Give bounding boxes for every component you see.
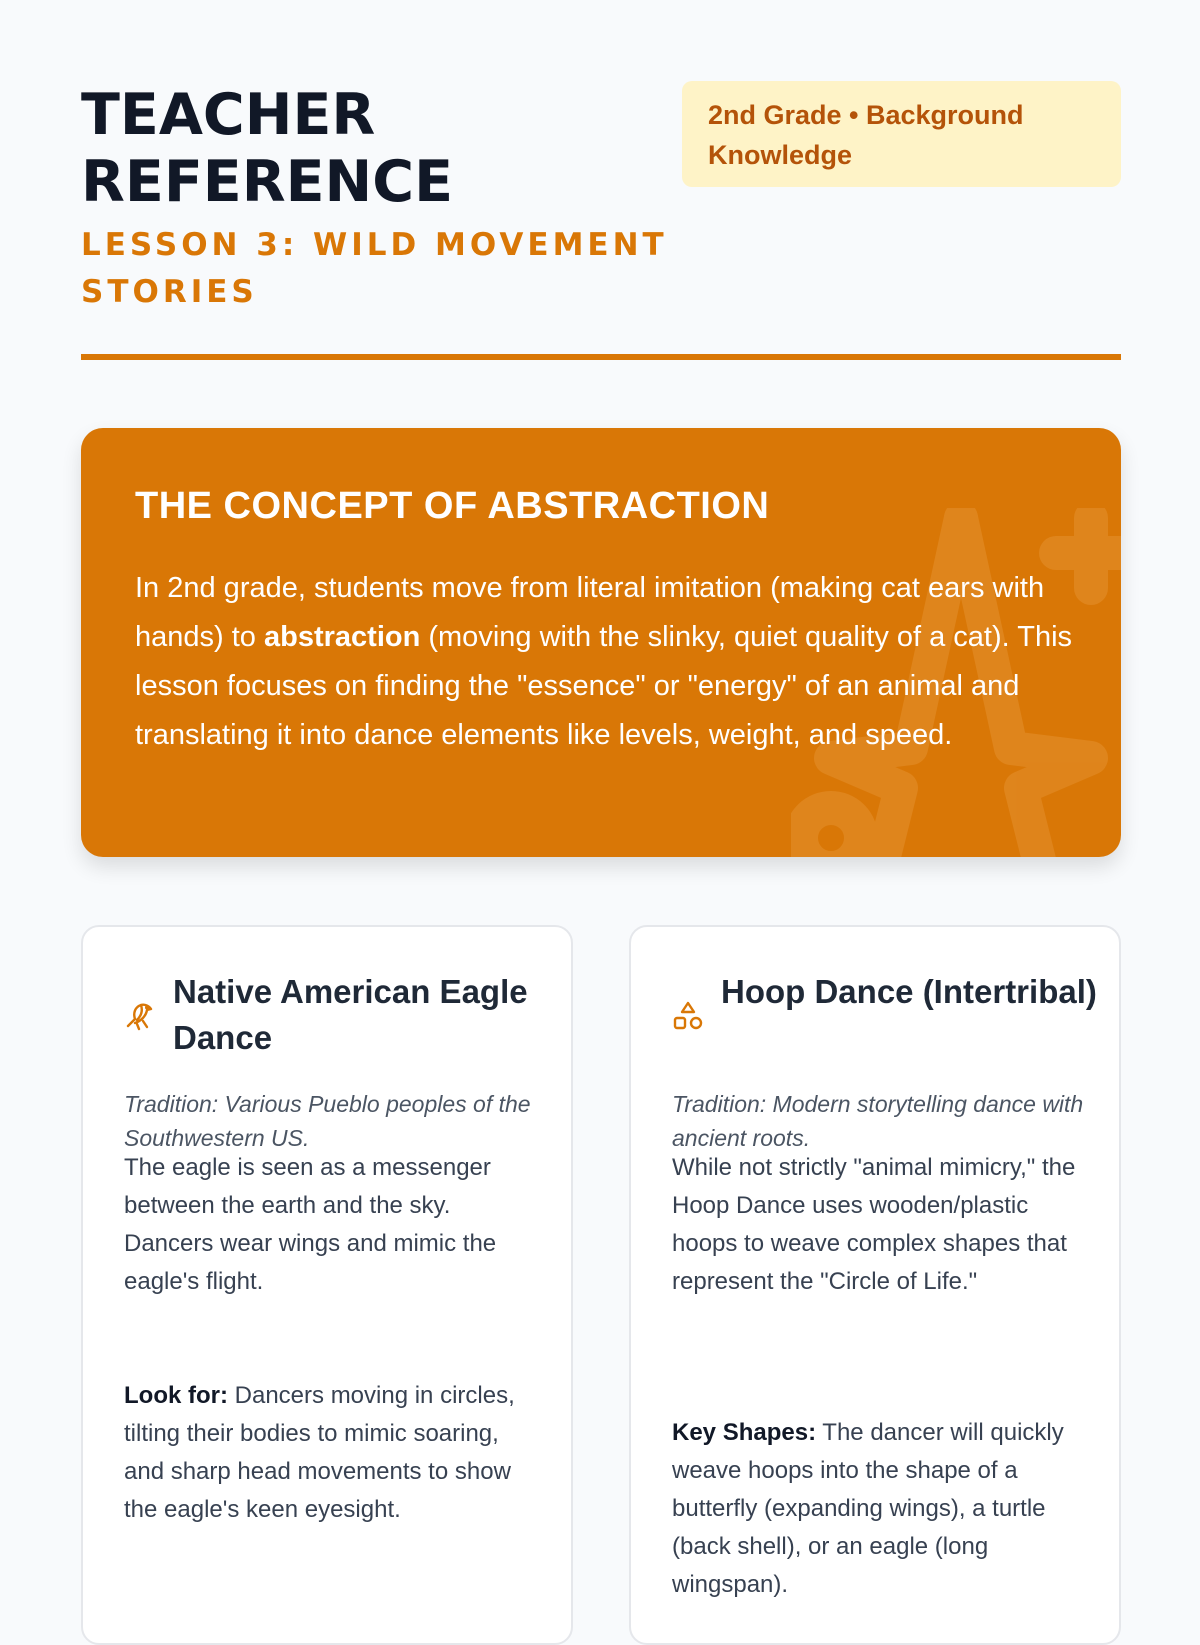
note-label: Key Shapes: [672, 1419, 817, 1446]
concept-text-start: In 2nd grade, students move from literal imitation (making cat ears with hands) to [135, 572, 1045, 653]
note-label: Look for: [124, 1382, 228, 1409]
note-text: The dancer will quickly weave hoops into the shape of a butterfly (expanding wings), a turtle (back shell), or an eagle (long wingspan). [672, 1419, 1064, 1598]
card-note [672, 1414, 1082, 1604]
hoop-dance-card [629, 925, 1121, 1645]
card-title: Hoop Dance (Intertribal) [721, 973, 1097, 1010]
page [81, 0, 1121, 1598]
note-text: Dancers moving in circles, tilting their bodies to mimic soaring, and sharp head movements to show the eagle's keen eyesight. [124, 1382, 515, 1523]
shapes-icon [671, 999, 705, 1033]
card-body: While not strictly "animal mimicry," the Hoop Dance uses wooden/plastic hoops to weave complex shapes that represent the "Circle of Life." [672, 1154, 1076, 1295]
bird-icon [123, 999, 157, 1033]
concept-text [135, 564, 1075, 760]
lesson-subtitle: LESSON 3: WILD MOVEMENT STORIES [81, 227, 668, 310]
page-title: TEACHER REFERENCE [81, 82, 454, 215]
concept-keyword: abstraction [263, 621, 421, 653]
grade-badge: 2nd Grade • Background Knowledge [682, 81, 1121, 187]
header-divider [81, 354, 1121, 360]
eagle-dance-card [81, 925, 573, 1645]
concept-text-end: (moving with the slinky, quiet quality of a cat). This lesson focuses on finding the "essence" or "energy" of an animal and translating it into dance elements like levels, weight, and speed. [135, 621, 1073, 751]
card-note [124, 1377, 534, 1529]
header [81, 0, 1121, 360]
concept-title: THE CONCEPT OF ABSTRACTION [135, 485, 770, 527]
card-body: The eagle is seen as a messenger between the earth and the sky. Dancers wear wings and mimic the eagle's flight. [124, 1154, 497, 1295]
concept-card [81, 428, 1121, 857]
card-tradition: Tradition: Various Pueblo peoples of the Southwestern US. [124, 1091, 531, 1151]
card-title: Native American Eagle Dance [173, 973, 528, 1056]
card-tradition: Tradition: Modern storytelling dance with ancient roots. [672, 1091, 1084, 1151]
